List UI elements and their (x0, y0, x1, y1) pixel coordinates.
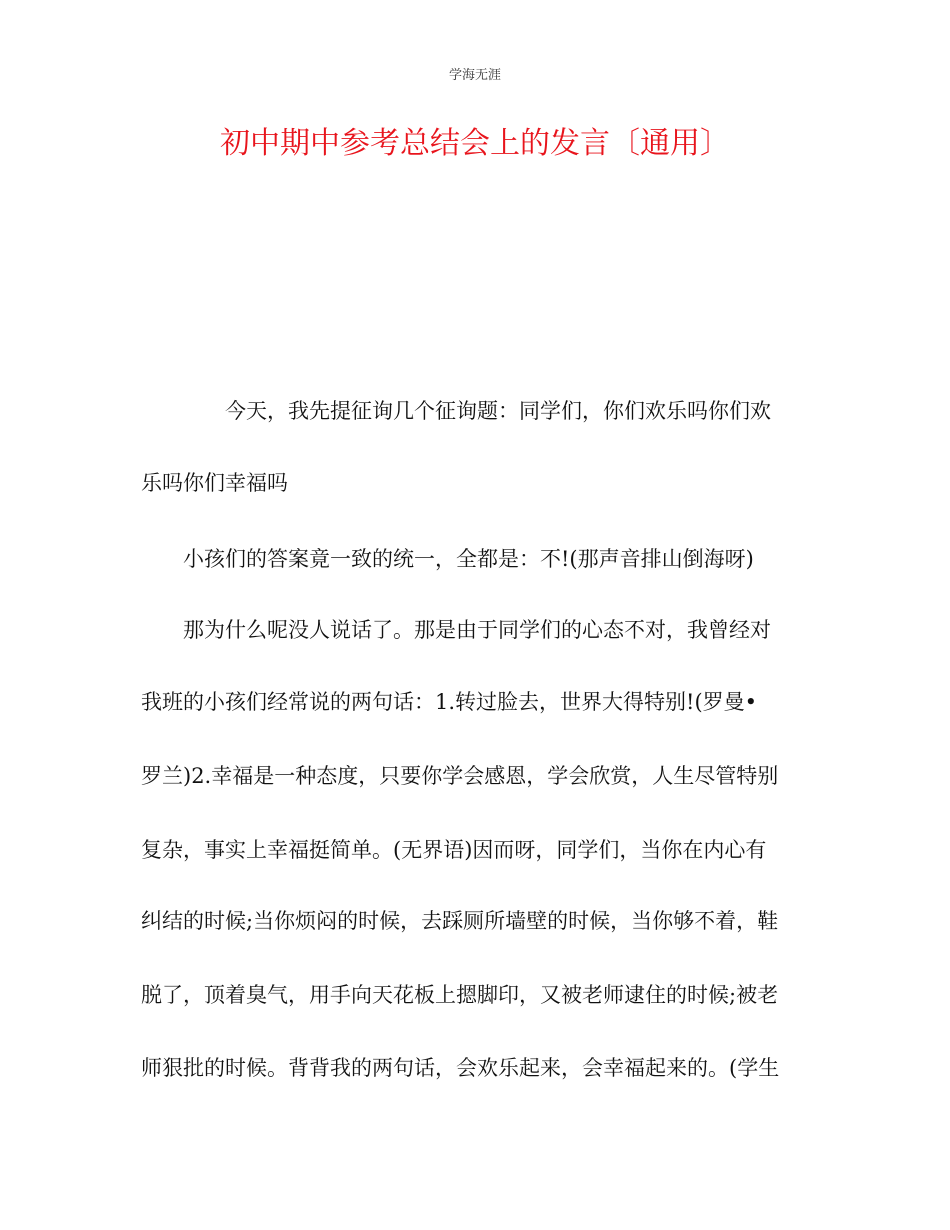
paragraph-line: 罗兰)2.幸福是一种态度，只要你学会感恩，学会欣赏，人生尽管特别 (141, 764, 779, 788)
document-title: 初中期中参考总结会上的发言〔通用〕 (220, 126, 730, 161)
paragraph-line: 乐吗你们幸福吗 (141, 471, 288, 495)
paragraph-line: 师狠批的时候。背背我的两句话，会欢乐起来，会幸福起来的。(学生 (141, 1056, 780, 1080)
running-header: 学海无涯 (448, 68, 501, 83)
paragraph-line: 复杂，事实上幸福挺简单。(无界语)因而呀，同学们，当你在内心有 (141, 838, 767, 862)
paragraph-line: 小孩们的答案竟一致的统一，全都是：不!(那声音排山倒海呀) (183, 547, 754, 571)
paragraph-line: 今天，我先提征询几个征询题：同学们，你们欢乐吗你们欢 (225, 399, 771, 423)
paragraph-line: 脱了，顶着臭气，用手向天花板上摁脚印，又被老师逮住的时候;被老 (141, 983, 779, 1007)
paragraph-line: 纠结的时候;当你烦闷的时候，去踩厕所墙壁的时候，当你够不着，鞋 (141, 909, 779, 933)
paragraph-line: 我班的小孩们经常说的两句话：1.转过脸去，世界大得特别!(罗曼• (141, 690, 758, 714)
paragraph-line: 那为什么呢没人说话了。那是由于同学们的心态不对，我曾经对 (183, 618, 771, 642)
